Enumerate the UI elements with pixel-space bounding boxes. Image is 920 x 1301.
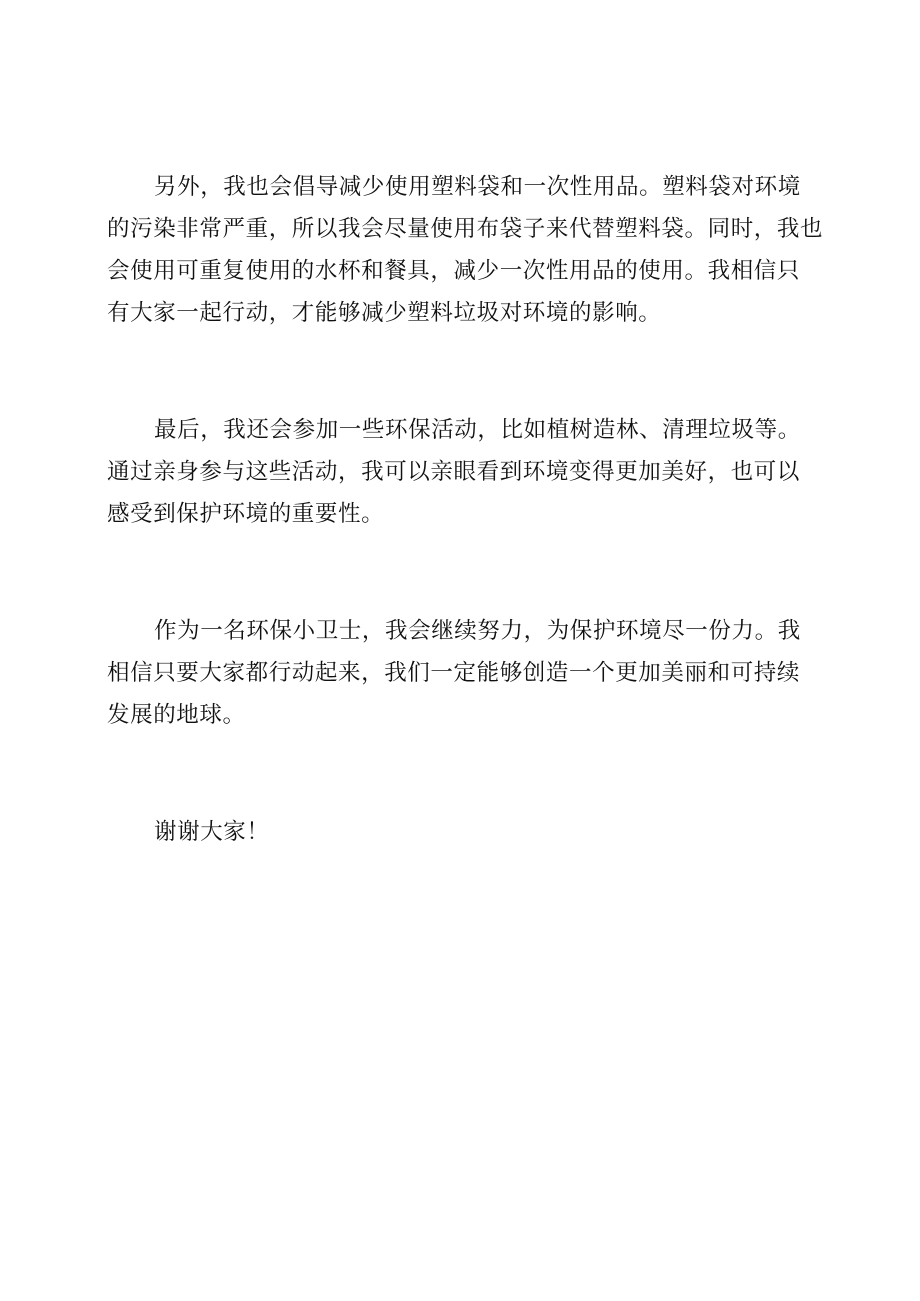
paragraph-line: 发展的地球。	[107, 702, 246, 728]
paragraph-line: 感受到保护环境的重要性。	[107, 501, 385, 527]
paragraph-line: 会使用可重复使用的水杯和餐具，减少一次性用品的使用。我相信只	[107, 258, 801, 284]
paragraph-thanks	[107, 811, 807, 853]
paragraph-line: 另外，我也会倡导减少使用塑料袋和一次性用品。塑料袋对环境	[154, 174, 801, 200]
paragraph-line: 通过亲身参与这些活动，我可以亲眼看到环境变得更加美好，也可以	[107, 459, 801, 485]
paragraph-line: 最后，我还会参加一些环保活动，比如植树造林、清理垃圾等。	[154, 417, 801, 443]
thanks-line: 谢谢大家！	[154, 819, 270, 845]
paragraph-line: 有大家一起行动，才能够减少塑料垃圾对环境的影响。	[107, 300, 662, 326]
document-body	[107, 166, 824, 853]
paragraph-spacing	[107, 334, 807, 409]
paragraph-spacing	[107, 736, 807, 811]
paragraph-line: 的污染非常严重，所以我会尽量使用布袋子来代替塑料袋。同时，我也	[107, 216, 824, 242]
paragraph-spacing	[107, 535, 807, 610]
paragraph-line: 相信只要大家都行动起来，我们一定能够创造一个更加美丽和可持续	[107, 660, 801, 686]
paragraph-line: 作为一名环保小卫士，我会继续努力，为保护环境尽一份力。我	[154, 618, 801, 644]
paragraph-conclusion	[107, 610, 807, 736]
paragraph-plastic-bags	[107, 166, 824, 334]
paragraph-activities	[107, 409, 807, 535]
